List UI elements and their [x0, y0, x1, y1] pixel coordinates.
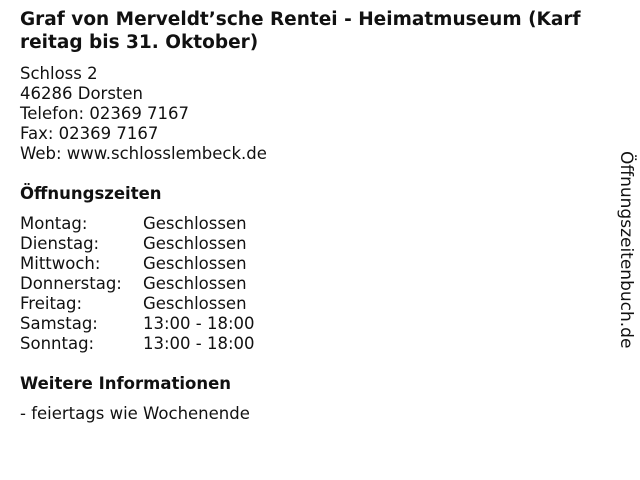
hours-row-friday: [20, 294, 255, 314]
hours-row-sunday: [20, 334, 255, 354]
address-city: 46286 Dorsten: [20, 84, 143, 103]
further-info-list: [20, 404, 250, 424]
hours-time: Geschlossen: [143, 254, 247, 273]
address-phone: Telefon: 02369 7167: [20, 104, 190, 123]
opening-hours-heading: Öffnungszeiten: [20, 184, 162, 203]
hours-time: 13:00 - 18:00: [143, 334, 255, 353]
hours-day: Sonntag:: [20, 334, 95, 353]
opening-hours-list: [20, 214, 255, 354]
hours-time: Geschlossen: [143, 274, 247, 293]
hours-day: Montag:: [20, 214, 88, 233]
hours-day: Samstag:: [20, 314, 98, 333]
hours-row-monday: [20, 214, 255, 234]
hours-row-thursday: [20, 274, 255, 294]
address-street: Schloss 2: [20, 64, 98, 83]
watermark-text: Öffnungszeitenbuch.de: [616, 151, 636, 349]
hours-time: Geschlossen: [143, 294, 247, 313]
hours-time: 13:00 - 18:00: [143, 314, 255, 333]
hours-day: Dienstag:: [20, 234, 100, 253]
page-title: Graf von Merveldt’sche Rentei - Heimatmuseum (Karf reitag bis 31. Oktober): [20, 9, 581, 53]
further-info-heading: Weitere Informationen: [20, 374, 232, 393]
hours-row-saturday: [20, 314, 255, 334]
info-item: - feiertags wie Wochenende: [20, 404, 250, 423]
address-block: [20, 64, 267, 164]
address-fax: Fax: 02369 7167: [20, 124, 159, 143]
hours-day: Freitag:: [20, 294, 83, 313]
hours-row-tuesday: [20, 234, 255, 254]
hours-row-wednesday: [20, 254, 255, 274]
hours-time: Geschlossen: [143, 214, 247, 233]
address-web: Web: www.schlosslembeck.de: [20, 144, 267, 163]
hours-day: Donnerstag:: [20, 274, 122, 293]
watermark: [612, 135, 640, 365]
hours-time: Geschlossen: [143, 234, 247, 253]
hours-day: Mittwoch:: [20, 254, 101, 273]
